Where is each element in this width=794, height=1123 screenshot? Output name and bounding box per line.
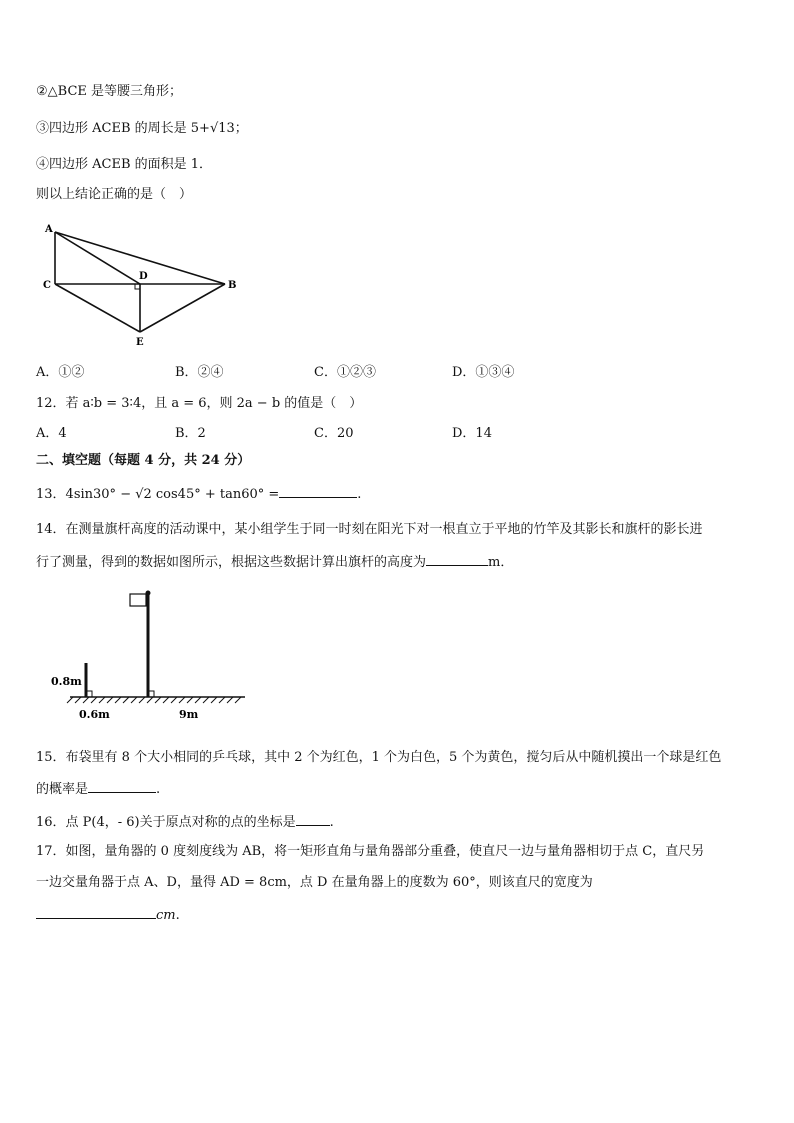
pole-height-label: 0.8m: [51, 675, 82, 688]
q17-unit: cm: [156, 908, 176, 923]
segment-ce: [55, 284, 140, 332]
q13-stem: 13．4sin30° − √2 cos45° + tan60° =: [36, 487, 280, 502]
section-heading: 二、填空题（每题 4 分，共 24 分）: [36, 453, 251, 468]
q14-answer-blank[interactable]: [426, 552, 488, 566]
q17-answer-blank[interactable]: [36, 905, 156, 919]
q14-line2: [36, 552, 513, 572]
q17-line2: 一边交量角器于点 A、D，量得 AD = 8cm，点 D 在量角器上的度数为 60°，则该直尺的宽度为: [36, 875, 593, 890]
q15-line2: [36, 779, 160, 799]
q11-option-a: A．①②: [36, 365, 85, 380]
q16-end: .: [329, 815, 334, 830]
statement-2: ②△BCE 是等腰三角形；: [36, 84, 183, 99]
label-a: A: [45, 224, 53, 235]
q14-text: 行了测量，得到的数据如图所示，根据这些数据计算出旗杆的高度为: [36, 555, 427, 570]
q15-line1: 15．布袋里有 8 个大小相同的乒乓球，其中 2 个为红色，1 个为白色，5 个为黄色，搅匀后从中随机摸出一个球是红色: [36, 750, 722, 765]
q12-option-d: D．14: [452, 426, 492, 441]
segment-ad: [55, 232, 140, 284]
label-e: E: [136, 337, 144, 348]
q15-end: .: [156, 782, 161, 797]
q11-option-d: D．①③④: [452, 365, 515, 380]
ground-hatching: [67, 697, 241, 703]
q12-stem: 12．若 a∶b = 3∶4，且 a = 6，则 2a − b 的值是（ ）: [36, 396, 363, 411]
q11-option-c: C．①②③: [314, 365, 376, 380]
q13: [36, 484, 361, 504]
q13-answer-blank[interactable]: [279, 484, 357, 498]
q11-option-b: B．②④: [175, 365, 224, 380]
q14-unit: m．: [488, 555, 514, 570]
q16: [36, 812, 334, 832]
question-prompt: 则以上结论正确的是（ ）: [36, 187, 193, 202]
q14-figure: [45, 585, 255, 725]
label-c: C: [43, 280, 51, 291]
q12-option-a: A．4: [36, 426, 67, 441]
q16-answer-blank[interactable]: [296, 812, 330, 826]
label-d: D: [139, 271, 148, 282]
statement-4: ④四边形 ACEB 的面积是 1．: [36, 157, 213, 172]
flag: [130, 594, 146, 606]
flag-shadow-label: 9m: [179, 708, 199, 721]
q17-end: .: [175, 908, 180, 923]
flagpole-top: [146, 591, 150, 595]
statement-3: ③四边形 ACEB 的周长是 5+√13；: [36, 121, 248, 136]
label-b: B: [228, 280, 237, 291]
segment-eb: [140, 284, 225, 332]
q17-line1: 17．如图，量角器的 0 度刻度线为 AB，将一矩形直角与量角器部分重叠，使直尺一边与量角器相切于点 C，直尺另: [36, 844, 705, 859]
q15-text: 的概率是: [36, 782, 89, 797]
q16-text: 16．点 P(4，- 6)关于原点对称的点的坐标是: [36, 815, 296, 830]
q12-option-c: C．20: [314, 426, 354, 441]
pole-shadow-label: 0.6m: [79, 708, 110, 721]
q15-answer-blank[interactable]: [88, 779, 156, 793]
q17-line3: [36, 905, 180, 925]
q12-option-b: B．2: [175, 426, 206, 441]
q11-figure: [40, 220, 250, 350]
q13-end: .: [357, 487, 362, 502]
q14-line1: 14．在测量旗杆高度的活动课中，某小组学生于同一时刻在阳光下对一根直立于平地的竹竿及其影长和旗杆的影长进: [36, 522, 703, 537]
